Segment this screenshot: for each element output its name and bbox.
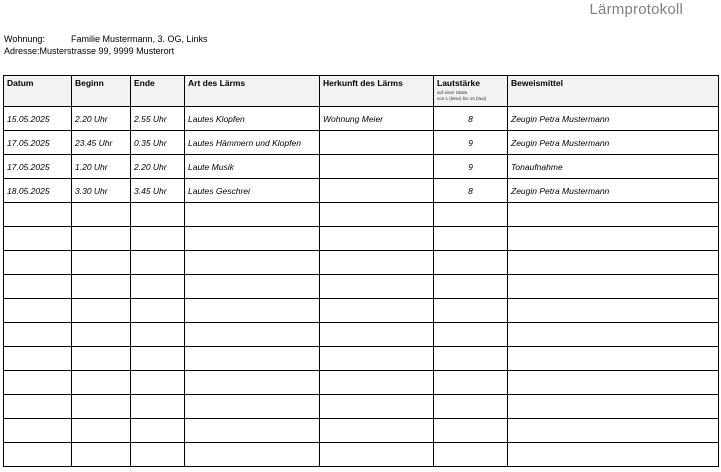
cell-beweismittel[interactable] <box>508 299 719 323</box>
cell-datum[interactable] <box>4 419 72 443</box>
adresse-label: Adresse: <box>4 46 40 56</box>
cell-herkunft[interactable] <box>320 179 434 203</box>
cell-beweismittel[interactable] <box>508 371 719 395</box>
table-header-row <box>4 76 719 107</box>
cell-art[interactable] <box>185 203 320 227</box>
cell-art[interactable] <box>185 419 320 443</box>
cell-beginn[interactable] <box>72 371 131 395</box>
cell-ende[interactable]: 0.35 Uhr <box>131 131 185 155</box>
header-datum: Datum <box>4 76 72 107</box>
cell-datum[interactable]: 18.05.2025 <box>4 179 72 203</box>
table-row <box>4 395 719 419</box>
table-row <box>4 131 719 155</box>
cell-beginn[interactable]: 2.20 Uhr <box>72 107 131 131</box>
cell-herkunft[interactable] <box>320 131 434 155</box>
table-row <box>4 179 719 203</box>
table-row <box>4 155 719 179</box>
cell-lautstaerke[interactable] <box>434 371 508 395</box>
cell-herkunft[interactable] <box>320 419 434 443</box>
cell-herkunft[interactable] <box>320 323 434 347</box>
cell-art[interactable] <box>185 251 320 275</box>
cell-lautstaerke[interactable] <box>434 323 508 347</box>
cell-lautstaerke[interactable] <box>434 275 508 299</box>
cell-datum[interactable]: 15.05.2025 <box>4 107 72 131</box>
cell-beweismittel[interactable]: Zeugin Petra Mustermann <box>508 179 719 203</box>
cell-datum[interactable] <box>4 395 72 419</box>
table-row <box>4 323 719 347</box>
cell-beginn[interactable] <box>72 203 131 227</box>
cell-herkunft[interactable]: Wohnung Meier <box>320 107 434 131</box>
cell-ende[interactable] <box>131 275 185 299</box>
cell-beweismittel[interactable] <box>508 419 719 443</box>
cell-beginn[interactable] <box>72 323 131 347</box>
cell-beweismittel[interactable]: Zeugin Petra Mustermann <box>508 131 719 155</box>
cell-art[interactable] <box>185 395 320 419</box>
cell-art[interactable]: Lautes Hämmern und Klopfen <box>185 131 320 155</box>
cell-lautstaerke[interactable] <box>434 443 508 467</box>
table-row <box>4 347 719 371</box>
cell-beginn[interactable] <box>72 395 131 419</box>
cell-datum[interactable] <box>4 275 72 299</box>
cell-beweismittel[interactable] <box>508 395 719 419</box>
cell-art[interactable] <box>185 323 320 347</box>
cell-beginn[interactable]: 3.30 Uhr <box>72 179 131 203</box>
cell-herkunft[interactable] <box>320 371 434 395</box>
cell-beginn[interactable] <box>72 251 131 275</box>
header-herkunft: Herkunft des Lärms <box>320 76 434 107</box>
cell-art[interactable] <box>185 275 320 299</box>
cell-beginn[interactable] <box>72 419 131 443</box>
cell-datum[interactable]: 17.05.2025 <box>4 131 72 155</box>
wohnung-value: Familie Mustermann, 3. OG, Links <box>71 34 208 44</box>
cell-herkunft[interactable] <box>320 203 434 227</box>
cell-beweismittel[interactable]: Zeugin Petra Mustermann <box>508 107 719 131</box>
cell-lautstaerke[interactable] <box>434 251 508 275</box>
adresse-value: Musterstrasse 99, 9999 Musterort <box>39 46 175 56</box>
cell-datum[interactable] <box>4 299 72 323</box>
header-ende: Ende <box>131 76 185 107</box>
cell-ende[interactable]: 2.20 Uhr <box>131 155 185 179</box>
cell-ende[interactable] <box>131 419 185 443</box>
cell-lautstaerke[interactable] <box>434 395 508 419</box>
cell-beweismittel[interactable] <box>508 347 719 371</box>
cell-ende[interactable]: 3.45 Uhr <box>131 179 185 203</box>
cell-herkunft[interactable] <box>320 251 434 275</box>
cell-datum[interactable] <box>4 347 72 371</box>
cell-lautstaerke[interactable] <box>434 227 508 251</box>
cell-art[interactable] <box>185 299 320 323</box>
noise-log-table <box>3 75 719 467</box>
cell-datum[interactable] <box>4 251 72 275</box>
cell-beweismittel[interactable] <box>508 227 719 251</box>
cell-ende[interactable] <box>131 395 185 419</box>
table-row <box>4 251 719 275</box>
cell-ende[interactable]: 2.55 Uhr <box>131 107 185 131</box>
cell-art[interactable]: Laute Musik <box>185 155 320 179</box>
table-row <box>4 227 719 251</box>
cell-herkunft[interactable] <box>320 299 434 323</box>
cell-lautstaerke[interactable]: 8 <box>434 107 508 131</box>
cell-beweismittel[interactable] <box>508 203 719 227</box>
table-row <box>4 107 719 131</box>
cell-herkunft[interactable] <box>320 227 434 251</box>
cell-herkunft[interactable] <box>320 443 434 467</box>
cell-ende[interactable] <box>131 203 185 227</box>
cell-datum[interactable] <box>4 371 72 395</box>
cell-lautstaerke[interactable]: 9 <box>434 155 508 179</box>
cell-art[interactable] <box>185 443 320 467</box>
cell-ende[interactable] <box>131 227 185 251</box>
cell-art[interactable] <box>185 227 320 251</box>
cell-datum[interactable]: 17.05.2025 <box>4 155 72 179</box>
cell-ende[interactable] <box>131 299 185 323</box>
cell-beweismittel[interactable] <box>508 443 719 467</box>
cell-beginn[interactable] <box>72 347 131 371</box>
adresse-line <box>4 45 174 57</box>
table-row <box>4 299 719 323</box>
header-beginn: Beginn <box>72 76 131 107</box>
cell-ende[interactable] <box>131 371 185 395</box>
lautstaerke-scale-note-2: von 1 (leise) bis 10 (laut) <box>437 96 487 101</box>
lautstaerke-scale-note-1: auf einer Skala <box>437 90 468 95</box>
cell-beweismittel[interactable] <box>508 251 719 275</box>
cell-lautstaerke[interactable] <box>434 419 508 443</box>
cell-herkunft[interactable] <box>320 395 434 419</box>
cell-lautstaerke[interactable] <box>434 203 508 227</box>
table-row <box>4 371 719 395</box>
cell-lautstaerke[interactable]: 9 <box>434 131 508 155</box>
table-row <box>4 443 719 467</box>
cell-ende[interactable] <box>131 443 185 467</box>
cell-beginn[interactable] <box>72 275 131 299</box>
document-title: Lärmprotokoll <box>589 1 683 18</box>
cell-art[interactable] <box>185 371 320 395</box>
table-row <box>4 419 719 443</box>
cell-art[interactable]: Lautes Geschrei <box>185 179 320 203</box>
cell-datum[interactable] <box>4 443 72 467</box>
table-row <box>4 275 719 299</box>
cell-datum[interactable] <box>4 323 72 347</box>
header-beweismittel: Beweismittel <box>508 76 719 107</box>
header-lautstaerke <box>434 76 508 107</box>
cell-herkunft[interactable] <box>320 155 434 179</box>
table-row <box>4 203 719 227</box>
header-lautstaerke-label: Lautstärke <box>437 78 480 88</box>
wohnung-label: Wohnung: <box>4 34 45 44</box>
cell-datum[interactable] <box>4 227 72 251</box>
cell-beweismittel[interactable] <box>508 275 719 299</box>
cell-beginn[interactable]: 23.45 Uhr <box>72 131 131 155</box>
cell-lautstaerke[interactable] <box>434 299 508 323</box>
cell-beweismittel[interactable]: Tonaufnahme <box>508 155 719 179</box>
cell-datum[interactable] <box>4 203 72 227</box>
cell-ende[interactable] <box>131 323 185 347</box>
wohnung-line <box>4 33 208 45</box>
cell-lautstaerke[interactable]: 8 <box>434 179 508 203</box>
cell-ende[interactable] <box>131 347 185 371</box>
cell-art[interactable] <box>185 347 320 371</box>
cell-herkunft[interactable] <box>320 347 434 371</box>
header-art: Art des Lärms <box>185 76 320 107</box>
cell-beginn[interactable]: 1.20 Uhr <box>72 155 131 179</box>
cell-herkunft[interactable] <box>320 275 434 299</box>
cell-ende[interactable] <box>131 251 185 275</box>
cell-beginn[interactable] <box>72 443 131 467</box>
cell-beweismittel[interactable] <box>508 323 719 347</box>
cell-art[interactable]: Lautes Klopfen <box>185 107 320 131</box>
cell-beginn[interactable] <box>72 299 131 323</box>
cell-lautstaerke[interactable] <box>434 347 508 371</box>
cell-beginn[interactable] <box>72 227 131 251</box>
